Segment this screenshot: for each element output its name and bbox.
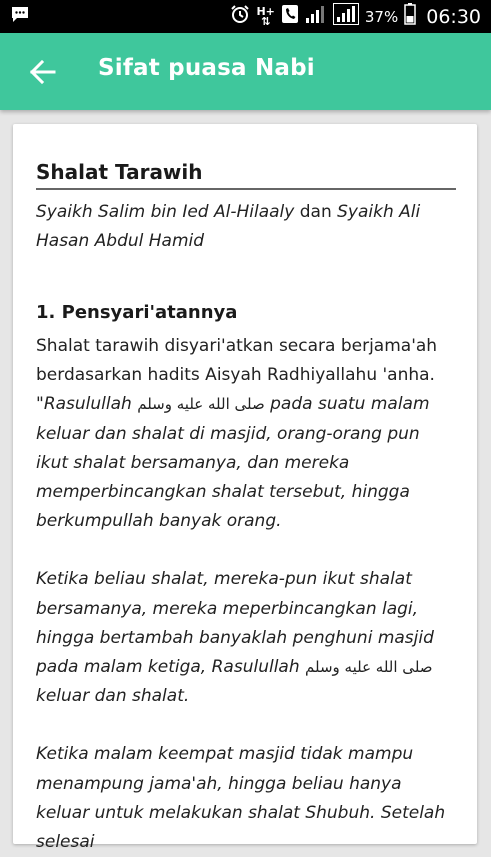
paragraph-3 bbox=[36, 740, 456, 857]
quote-text: pada suatu malam keluar dan shalat di masjid, orang-orang pun ikut shalat bersamanya, dan mereka memperbincangkan shalat tersebut, hingga berkumpullah banyak orang. bbox=[36, 394, 430, 532]
alarm-icon bbox=[230, 4, 250, 29]
article-card bbox=[13, 124, 477, 853]
back-button[interactable] bbox=[28, 57, 60, 87]
paragraph-1 bbox=[36, 332, 456, 536]
quote-text: "Rasulullah bbox=[36, 394, 138, 415]
clock: 06:30 bbox=[426, 5, 481, 28]
paragraph-2 bbox=[36, 565, 456, 711]
signal-icon bbox=[333, 3, 359, 30]
arabic-salawat: صلى الله عليه وسلم bbox=[305, 658, 433, 677]
signal-icon bbox=[305, 4, 327, 29]
section-title: Shalat Tarawih bbox=[36, 160, 456, 190]
quote-text: keluar dan shalat. bbox=[36, 686, 190, 707]
author-1: Syaikh Salim bin Ied Al-Hilaaly bbox=[36, 202, 295, 222]
app-title: Sifat puasa Nabi bbox=[98, 55, 315, 81]
article-body bbox=[36, 332, 456, 857]
network-type-icon: H+ ⇅ bbox=[256, 4, 275, 28]
battery-icon bbox=[404, 3, 416, 30]
author-conjunction: dan bbox=[294, 202, 338, 222]
status-bar bbox=[0, 0, 491, 33]
arrow-left-icon bbox=[28, 57, 60, 87]
message-icon bbox=[10, 6, 30, 29]
arabic-salawat: صلى الله عليه وسلم bbox=[137, 395, 265, 414]
paragraph-text: Shalat tarawih disyari'atkan secara berjama'ah berdasarkan hadits Aisyah Radhiyallahu 'anha. bbox=[36, 336, 438, 386]
subheading: 1. Pensyari'atannya bbox=[36, 302, 238, 323]
app-bar bbox=[0, 33, 491, 110]
phone-icon bbox=[281, 4, 299, 29]
author-credit bbox=[36, 198, 451, 256]
quote-text: Ketika beliau shalat, mereka-pun ikut shalat bersamanya, mereka meperbincangkan lagi, hingga bertambah banyaklah penghuni masjid pada malam ketiga, Rasulullah bbox=[36, 569, 434, 678]
author-2: Syaikh Ali Hasan Abdul Hamid bbox=[36, 202, 421, 251]
battery-percent: 37% bbox=[364, 7, 399, 26]
quote-text: Ketika malam keempat masjid tidak mampu menampung jama'ah, hingga beliau hanya keluar untuk melakukan shalat Shubuh. Setelah selesai bbox=[36, 744, 446, 853]
